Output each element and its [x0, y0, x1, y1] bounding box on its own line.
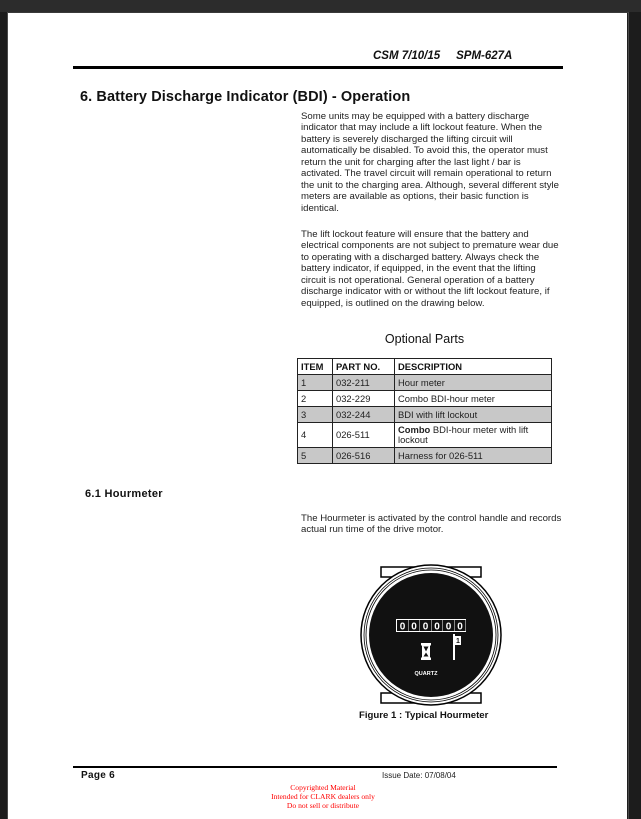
viewer-scrollbar[interactable] — [628, 12, 641, 819]
description-rest: BDI-hour meter with lift lockout — [398, 423, 529, 445]
manual-id: SPM-627A — [456, 50, 513, 62]
cell-part-no: 032-229 — [333, 391, 395, 407]
cell-description: BDI with lift lockout — [395, 407, 552, 423]
viewer-left-border — [0, 12, 8, 819]
cell-part-no: 026-511 — [333, 423, 395, 448]
cell-part-no: 026-516 — [333, 448, 395, 464]
brand-label: QUARTZ — [414, 671, 438, 677]
counter-digit: 0 — [411, 621, 417, 633]
cell-part-no: 032-211 — [333, 375, 395, 391]
cell-item: 5 — [298, 448, 333, 464]
optional-parts-title: Optional Parts — [384, 332, 465, 346]
copyright-line: Do not sell or distribute — [286, 801, 360, 810]
page-number: Page 6 — [81, 770, 116, 781]
counter-digit: 0 — [422, 621, 429, 633]
figure-caption: Figure 1 : Typical Hourmeter — [359, 710, 489, 721]
hourglass-icon — [421, 643, 431, 660]
counter-digit: 0 — [457, 621, 463, 633]
issue-date: Issue Date: 07/08/04 — [382, 771, 456, 780]
counter-digit: 0 — [434, 621, 440, 633]
copyright-line: Copyrighted Material — [290, 783, 356, 792]
hourmeter-illustration — [359, 562, 503, 708]
lockout-paragraph: The lift lockout feature will ensure that the battery and electrical components are not subject to premature wear due to operating with a discharged battery. Always check the battery indicator, if equipped, in the event that the lifting circuit is not operational. General operation of a battery discharge indicator with or without the lift lockout feature, if equipped, is outlined on the drawing below. — [301, 229, 559, 309]
cell-item: 4 — [298, 423, 333, 448]
header-rule — [73, 66, 563, 69]
cell-item: 1 — [298, 375, 333, 391]
table-row — [298, 448, 552, 464]
column-header-part-no: PART NO. — [333, 359, 395, 375]
counter-digit: 0 — [445, 621, 452, 633]
hourmeter-paragraph: The Hourmeter is activated by the control handle and records actual run time of the drive motor. — [301, 513, 562, 536]
table-row — [298, 375, 552, 391]
cell-description: Combo BDI-hour meter — [395, 391, 552, 407]
footer-rule — [73, 766, 557, 768]
subsection-title: 6.1 Hourmeter — [85, 488, 163, 500]
column-header-item: ITEM — [298, 359, 333, 375]
column-header-description: DESCRIPTION — [395, 359, 552, 375]
cell-description — [395, 423, 552, 448]
intro-paragraph: Some units may be equipped with a battery discharge indicator that may include a lift lockout feature. When the battery is severely discharged the lifting circuit will automatically be disabled. To avoid this, the operator must return the unit for charging after the last light / bar is activated. The travel circuit will remain operational to return the unit to the charging area. Although, several different style meters are available as options, their basic function is identical. — [301, 111, 559, 214]
table-row — [298, 407, 552, 423]
table-row — [298, 423, 552, 448]
cell-item: 2 — [298, 391, 333, 407]
cell-part-no: 032-244 — [333, 407, 395, 423]
cell-item: 3 — [298, 407, 333, 423]
copyright-line: Intended for CLARK dealers only — [271, 792, 375, 801]
cell-description: Harness for 026-511 — [395, 448, 552, 464]
running-header — [373, 50, 512, 62]
table-header-row — [298, 359, 552, 375]
section-title: 6. Battery Discharge Indicator (BDI) - Operation — [80, 89, 411, 105]
cell-description: Hour meter — [395, 375, 552, 391]
optional-parts-table — [297, 358, 552, 464]
table-row — [298, 391, 552, 407]
description-bold: Combo — [398, 423, 431, 435]
tenths-label: 1 — [456, 638, 460, 645]
counter-digit: 0 — [399, 621, 406, 633]
viewer-top-bar — [0, 0, 641, 13]
doc-ref: CSM 7/10/15 — [373, 50, 441, 62]
copyright-notice — [258, 783, 388, 810]
